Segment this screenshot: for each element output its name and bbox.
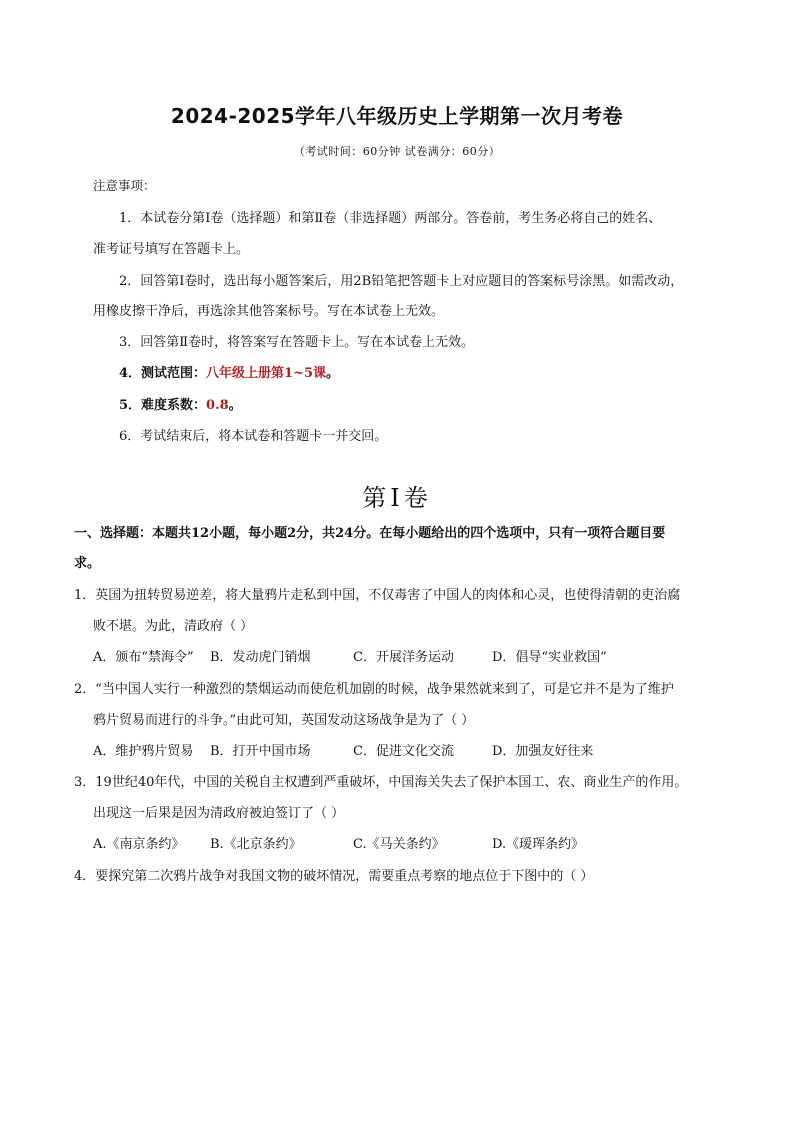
section-instructions-line-2: 求。: [74, 556, 101, 571]
exam-subtitle: （考试时间：60分钟 试卷满分：60分）: [293, 145, 501, 158]
question-2-option-c: C．促进文化交流: [353, 744, 454, 759]
question-1-line-2: 败不堪。为此，清政府（ ）: [93, 619, 254, 634]
note-6: 6．考试结束后，将本试卷和答题卡一并交回。: [119, 429, 388, 444]
note-2-line-2: 用橡皮擦干净后，再选涂其他答案标号。写在本试卷上无效。: [93, 304, 445, 319]
notes-heading: 注意事项：: [93, 178, 156, 193]
note-4-end: 。: [326, 366, 340, 381]
question-1-option-d: D．倡导“实业救国”: [492, 650, 607, 665]
note-1-line-2: 准考证号填写在答题卡上。: [93, 242, 250, 257]
question-1-line-1: 1．英国为扭转贸易逆差，将大量鸦片走私到中国，不仅毒害了中国人的肉体和心灵，也使得清朝的吏治腐: [74, 588, 681, 603]
note-5-label: 5．难度系数：: [119, 398, 207, 413]
note-4-label: 4．测试范围：: [119, 366, 207, 381]
question-2-option-a: A．维护鸦片贸易: [93, 744, 194, 759]
question-3-option-c: C.《马关条约》: [353, 837, 445, 852]
test-scope: 八年级上册第1~5课: [206, 366, 327, 381]
question-2-line-2: 鸦片贸易而进行的斗争。”由此可知，英国发动这场战争是为了（ ）: [93, 713, 475, 728]
question-3-line-1: 3．19世纪40年代，中国的关税自主权遭到严重破坏，中国海关失去了保护本国工、农、商业生产的作用。: [74, 775, 688, 790]
question-2-option-b: B．打开中国市场: [210, 744, 311, 759]
note-4: [119, 362, 339, 381]
question-3-option-a: A.《南京条约》: [93, 837, 185, 852]
question-3-line-2: 出现这一后果是因为清政府被迫签订了（ ）: [93, 806, 345, 821]
difficulty-value: 0.8: [206, 398, 229, 413]
question-1-option-c: C．开展洋务运动: [353, 650, 454, 665]
note-5: [119, 394, 242, 413]
exam-title: 2024-2025学年八年级历史上学期第一次月考卷: [170, 104, 624, 128]
note-5-end: 。: [228, 398, 242, 413]
question-1-option-b: B．发动虎门销烟: [210, 650, 311, 665]
section-title: 第Ⅰ卷: [362, 484, 432, 512]
question-3-option-d: D.《瑷珲条约》: [492, 837, 585, 852]
note-1-line-1: 1．本试卷分第Ⅰ卷（选择题）和第Ⅱ卷（非选择题）两部分。答卷前，考生务必将自己的姓名、: [119, 211, 662, 226]
question-3-option-b: B.《北京条约》: [210, 837, 302, 852]
note-3: 3．回答第Ⅱ卷时，将答案写在答题卡上。写在本试卷上无效。: [119, 335, 475, 350]
question-4-line-1: 4．要探究第二次鸦片战争对我国文物的破坏情况，需要重点考察的地点位于下图中的（ ）: [74, 869, 594, 884]
note-2-line-1: 2．回答第Ⅰ卷时，选出每小题答案后，用2B铅笔把答题卡上对应题目的答案标号涂黑。如需改动，: [119, 274, 684, 289]
question-2-line-1: 2．“当中国人实行一种激烈的禁烟运动而使危机加剧的时候，战争果然就来到了，可是它并不是为了维护: [74, 682, 674, 697]
question-1-option-a: A．颁布“禁海令”: [93, 650, 194, 665]
question-2-option-d: D．加强友好往来: [492, 744, 594, 759]
section-instructions-line-1: 一、选择题：本题共12小题，每小题2分，共24分。在每小题给出的四个选项中，只有一项符合题目要: [74, 526, 666, 541]
